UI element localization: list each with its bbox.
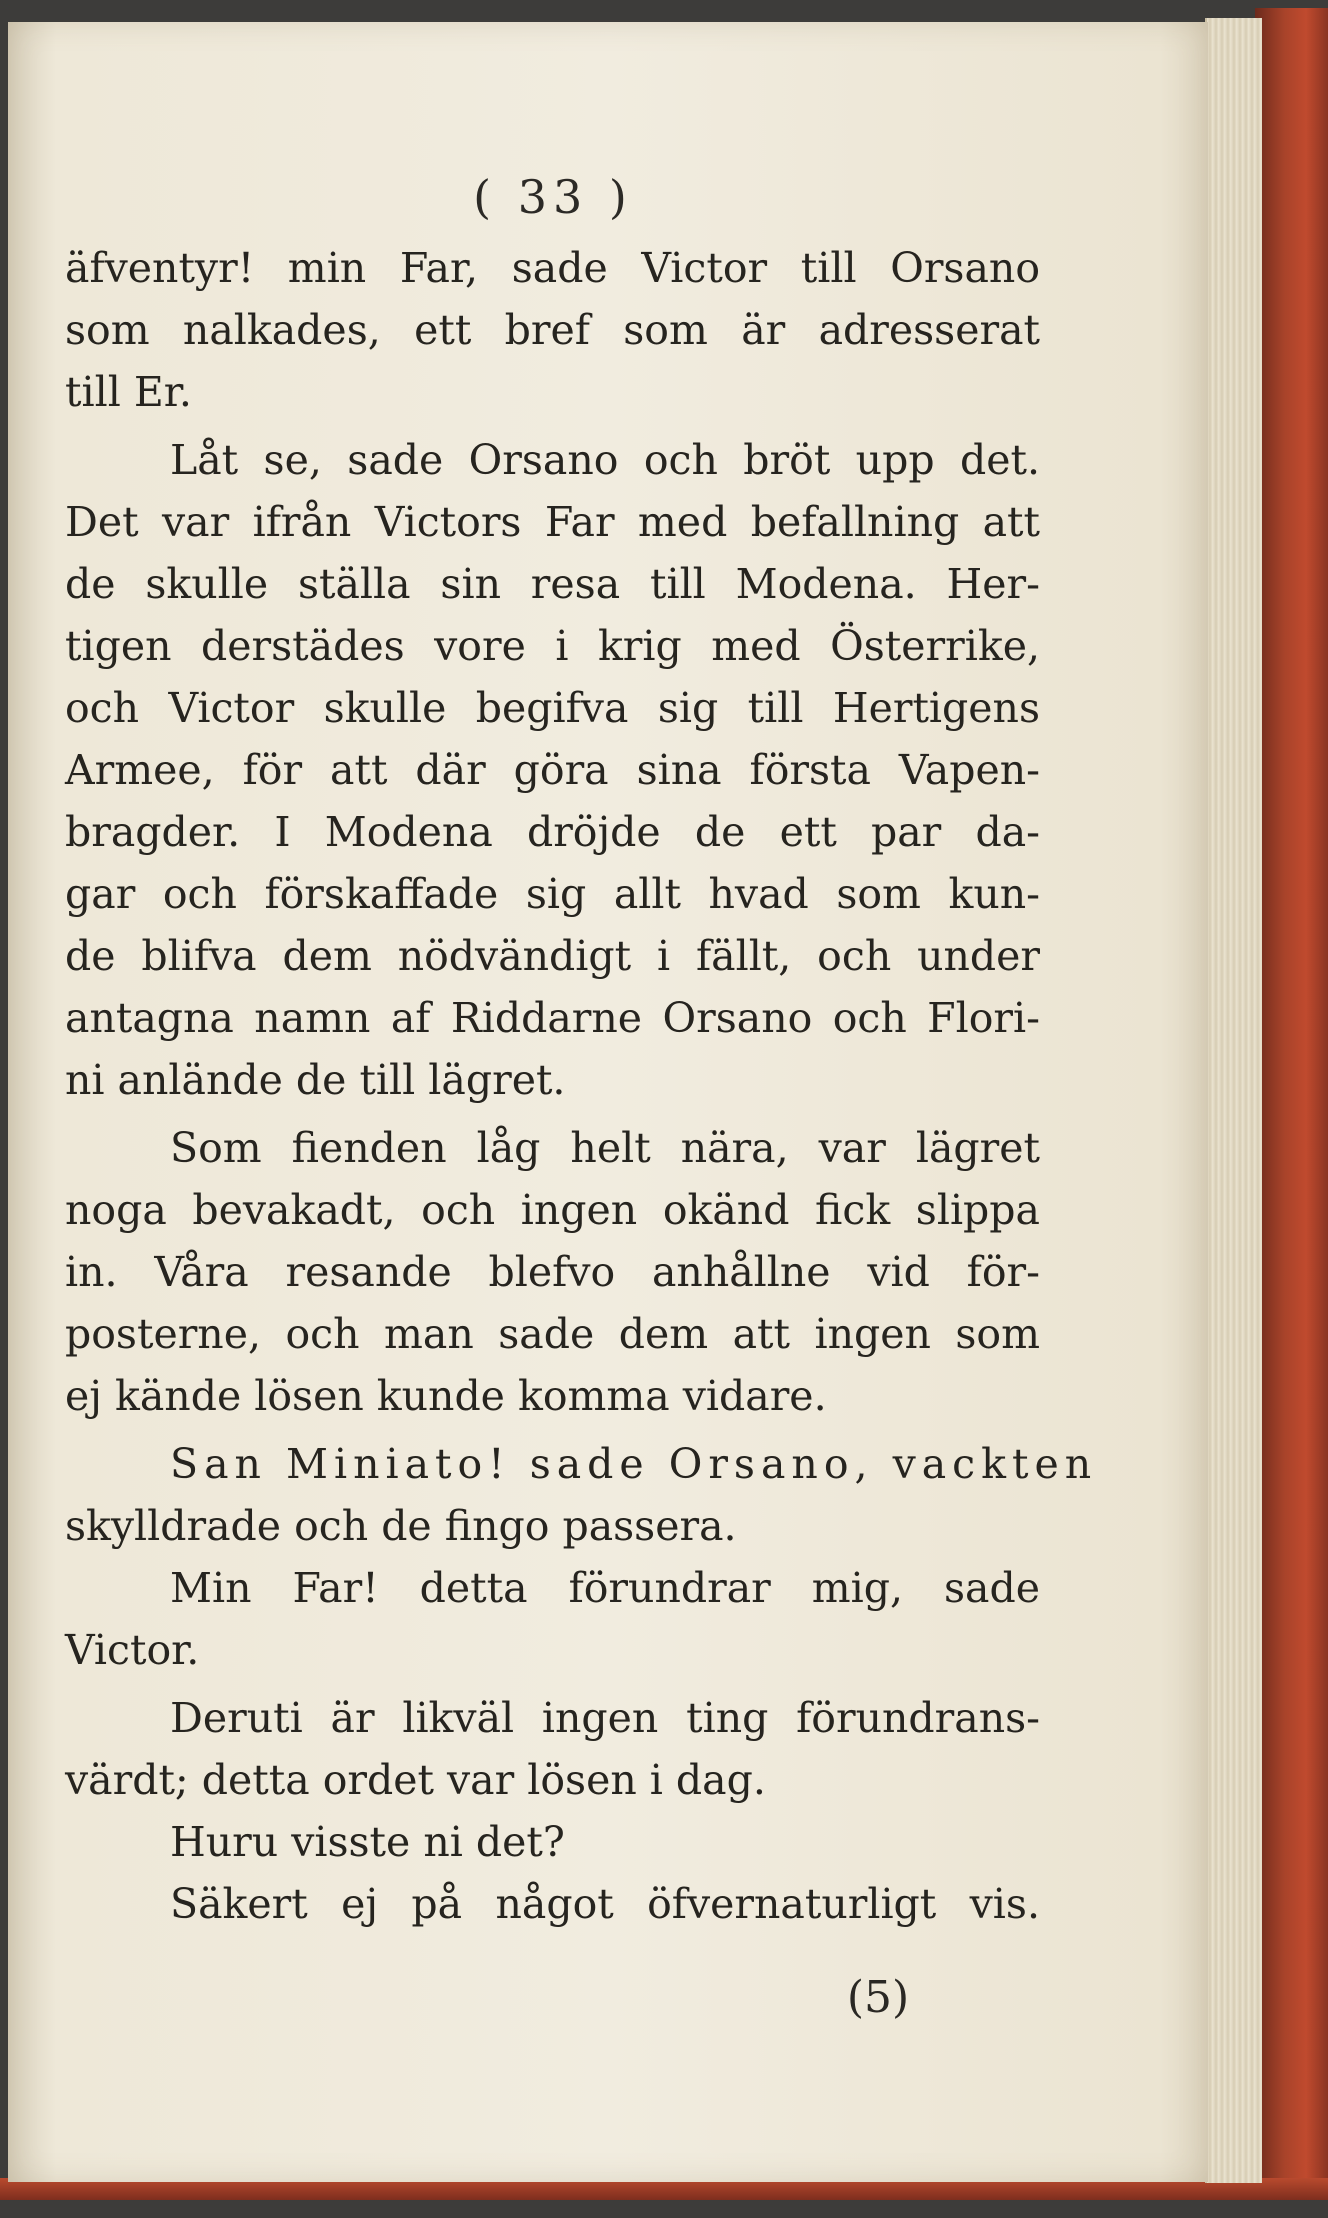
text-line: in. Våra resande blefvo anhållne vid för- — [65, 1248, 1040, 1296]
text-line: gar och förskaffade sig allt hvad som kun- — [65, 870, 1040, 918]
text-line: Säkert ej på något öfvernaturligt vis. — [170, 1880, 1040, 1928]
page-text — [65, 237, 1098, 1935]
page-number: ( 33 ) — [473, 170, 633, 224]
book-page — [8, 22, 1208, 2182]
text-line: till Er. — [65, 368, 192, 416]
printer-signature-mark: (5) — [846, 1972, 910, 2023]
text-line: posterne, och man sade dem att ingen som — [65, 1310, 1040, 1358]
text-line: noga bevakadt, och ingen okänd fick slippa — [65, 1186, 1040, 1234]
text-line: Som fienden låg helt nära, var lägret — [170, 1124, 1040, 1172]
text-line: Låt se, sade Orsano och bröt upp det. — [170, 436, 1040, 484]
text-line: San Miniato! sade Orsano, vackten — [170, 1440, 1098, 1488]
page-stack-edge — [1205, 18, 1262, 2183]
text-line: ej kände lösen kunde komma vidare. — [65, 1372, 827, 1420]
text-line: Huru visste ni det? — [170, 1818, 565, 1866]
text-line: och Victor skulle begifva sig till Hertigens — [65, 684, 1040, 732]
text-line: Det var ifrån Victors Far med befallning att — [65, 498, 1040, 546]
text-line: värdt; detta ordet var lösen i dag. — [65, 1756, 766, 1804]
text-line: ni anlände de till lägret. — [65, 1056, 566, 1104]
text-line: Deruti är likväl ingen ting förundrans- — [170, 1694, 1040, 1742]
text-line: de skulle ställa sin resa till Modena. Her- — [65, 560, 1040, 608]
text-line: Victor. — [65, 1626, 200, 1674]
text-line: tigen derstädes vore i krig med Österrike, — [65, 622, 1040, 670]
text-line: skylldrade och de fingo passera. — [65, 1502, 737, 1550]
book-cover-edge — [1255, 8, 1328, 2198]
text-line: de blifva dem nödvändigt i fällt, och under — [65, 932, 1040, 980]
text-line: Min Far! detta förundrar mig, sade — [170, 1564, 1040, 1612]
text-line: antagna namn af Riddarne Orsano och Flori- — [65, 994, 1040, 1042]
text-line: som nalkades, ett bref som är adresserat — [65, 306, 1040, 354]
text-line: äfventyr! min Far, sade Victor till Orsano — [65, 244, 1040, 292]
text-line: Armee, för att där göra sina första Vapen- — [65, 746, 1040, 794]
text-line: bragder. I Modena dröjde de ett par da- — [65, 808, 1040, 856]
